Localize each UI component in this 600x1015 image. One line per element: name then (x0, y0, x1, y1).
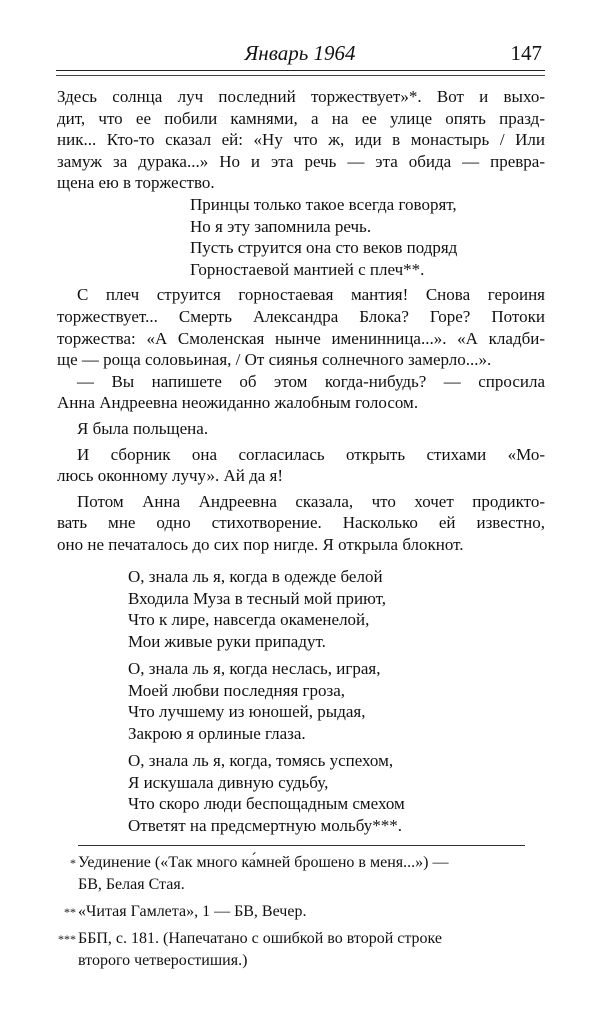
footnote (68, 852, 538, 896)
paragraph (57, 418, 545, 440)
footnote-line: ББП, с. 181. (Напечатано с ошибкой во второй строке (78, 930, 443, 947)
footnote-rule (78, 845, 525, 846)
poem-line: Я искушала дивную судьбу, (128, 772, 329, 792)
poem-line: Что к лире, навсегда окаменелой, (128, 610, 370, 629)
poem-stanza (128, 750, 548, 836)
header-rule (56, 70, 545, 71)
text-line: торжества: «А Смоленская нынче именинница...». «А кладби- (57, 328, 545, 348)
page-number: 147 (510, 41, 542, 65)
text-line: Но я эту запомнила речь. (190, 216, 372, 236)
poem-line: Закрою я орлиные глаза. (128, 723, 306, 743)
poem-line: О, знала ль я, когда в одежде белой (128, 567, 383, 586)
text-line: Горностаевой мантией с плеч**. (190, 259, 425, 279)
poem-line: Что скоро люди беспощадным смехом (128, 794, 405, 813)
poem-stanza (128, 566, 548, 652)
paragraph (57, 86, 545, 194)
poem-line: Ответят на предсмертную мольбу***. (128, 815, 402, 835)
text-line: оно не печаталось до сих пор нигде. Я открыла блокнот. (57, 534, 464, 554)
poem-line: Мои живые руки припадут. (128, 631, 326, 651)
text-line: замуж за дурака...» Но и эта речь — эта обида — превра- (57, 151, 545, 171)
text-line: И сборник она согласилась открыть стихами «Мо- (77, 444, 545, 464)
paragraph (57, 491, 545, 556)
poem-line: Моей любви последняя гроза, (128, 680, 345, 700)
text-line: Здесь солнца луч последний торжествует»*. Вот и выхо- (57, 87, 545, 106)
poem-line: Входила Муза в тесный мой приют, (128, 588, 386, 608)
poem-line: Что лучшему из юношей, рыдая, (128, 702, 366, 721)
text-line: дит, что ее побили камнями, а на ее улице опять празд- (57, 108, 545, 128)
paragraph (57, 444, 545, 487)
footnote-line: «Читая Гамлета», 1 — БВ, Вечер. (78, 903, 307, 920)
paragraph (57, 284, 545, 370)
footnote-line: БВ, Белая Стая. (78, 876, 185, 893)
verse-quote (57, 194, 545, 280)
footnotes (58, 852, 538, 977)
text-line: С плеч струится горностаевая мантия! Снова героиня (77, 285, 545, 305)
running-header-title: Январь 1964 (244, 41, 356, 65)
text-line: щена ею в торжество. (57, 173, 215, 193)
text-line: торжествует... Смерть Александра Блока? Горе? Потоки (57, 306, 545, 326)
text-line: люсь оконному лучу». Ай да я! (57, 466, 284, 486)
poem-stanza (128, 658, 548, 744)
poem (128, 566, 548, 842)
text-line: вать мне одно стихотворение. Насколько ей известно, (57, 513, 545, 533)
footnote (58, 928, 538, 972)
footnote-marker: ** (64, 905, 76, 919)
text-line: ник... Кто-то сказал ей: «Ну что ж, иди в монастырь / Или (57, 130, 545, 150)
footnote-line: второго четверостишия.) (78, 952, 248, 969)
footnote-marker: *** (58, 932, 76, 946)
header-rule-thin (56, 75, 545, 76)
text-line: Я была польщена. (77, 418, 209, 438)
footnote-marker: * (70, 856, 76, 870)
text-line: Потом Анна Андреевна сказала, что хочет продикто- (77, 491, 545, 511)
text-line: ще — роща соловьиная, / От сиянья солнечного замерло...». (57, 350, 492, 370)
main-text (57, 86, 545, 555)
poem-line: О, знала ль я, когда неслась, играя, (128, 659, 381, 678)
text-line: Анна Андреевна неожиданно жалобным голосом. (57, 393, 419, 413)
footnote (64, 901, 538, 923)
text-line: — Вы напишете об этом когда-нибудь? — спросила (77, 371, 545, 391)
footnote-line: Уединение («Так много ка́мней брошено в меня...») — (78, 854, 449, 871)
poem-line: О, знала ль я, когда, томясь успехом, (128, 751, 394, 770)
text-line: Принцы только такое всегда говорят, (190, 194, 457, 214)
paragraph (57, 371, 545, 414)
text-line: Пусть струится она сто веков подряд (190, 238, 458, 258)
